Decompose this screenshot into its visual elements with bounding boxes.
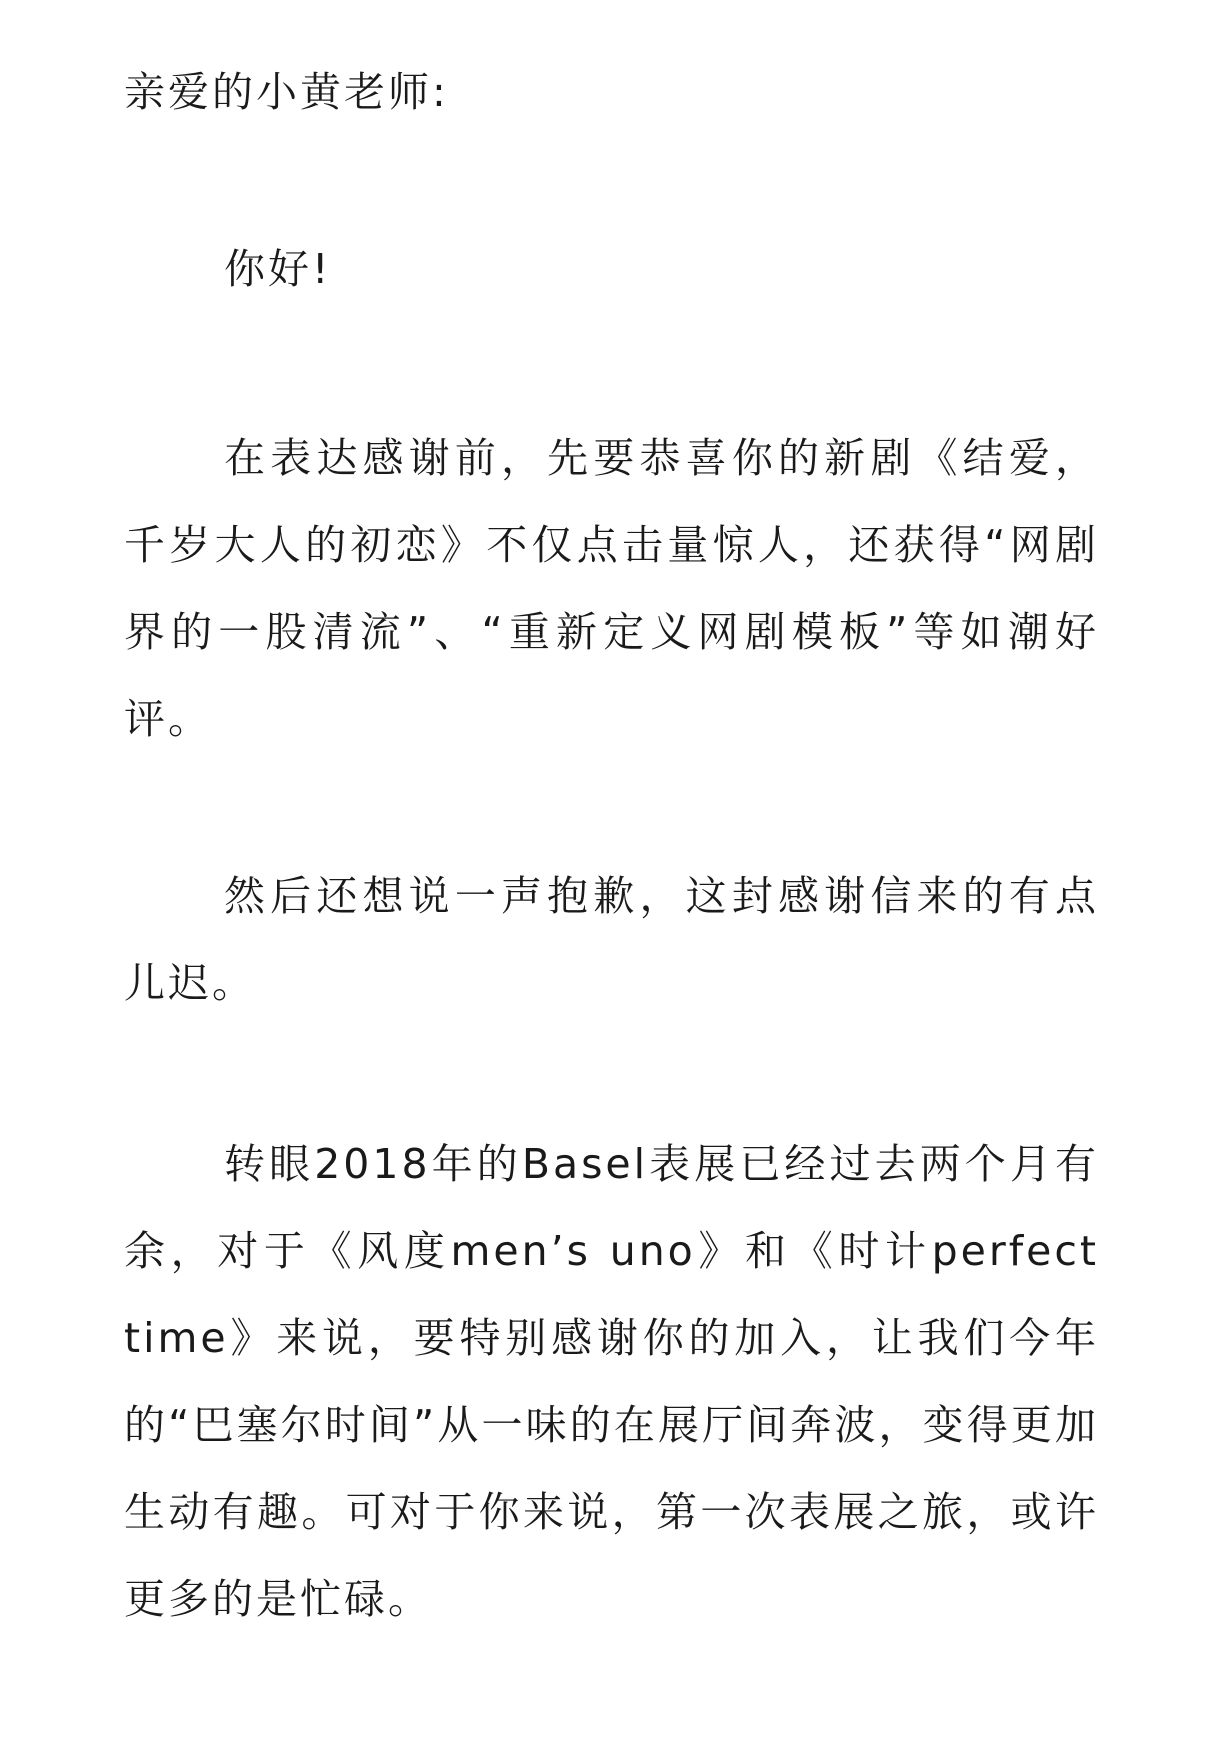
- greeting: 你好!: [224, 245, 332, 293]
- salutation: 亲爱的小黄老师:: [124, 68, 449, 116]
- paragraph-basel-thanks: 转眼2018年的Basel表展已经过去两个月有余，对于《风度men’s uno》和《时计perfect time》来说，要特别感谢你的加入，让我们今年的“巴塞尔时间”从一味的在展厅间奔波，变得更加生动有趣。可对于你来说，第一次表展之旅，或许更多的是忙碌。: [124, 1140, 1099, 1623]
- paragraph-congratulations: 在表达感谢前，先要恭喜你的新剧《结爱，千岁大人的初恋》不仅点击量惊人，还获得“网剧界的一股清流”、“重新定义网剧模板”等如潮好评。: [124, 434, 1099, 743]
- paragraph-apology: 然后还想说一声抱歉，这封感谢信来的有点儿迟。: [124, 872, 1099, 1007]
